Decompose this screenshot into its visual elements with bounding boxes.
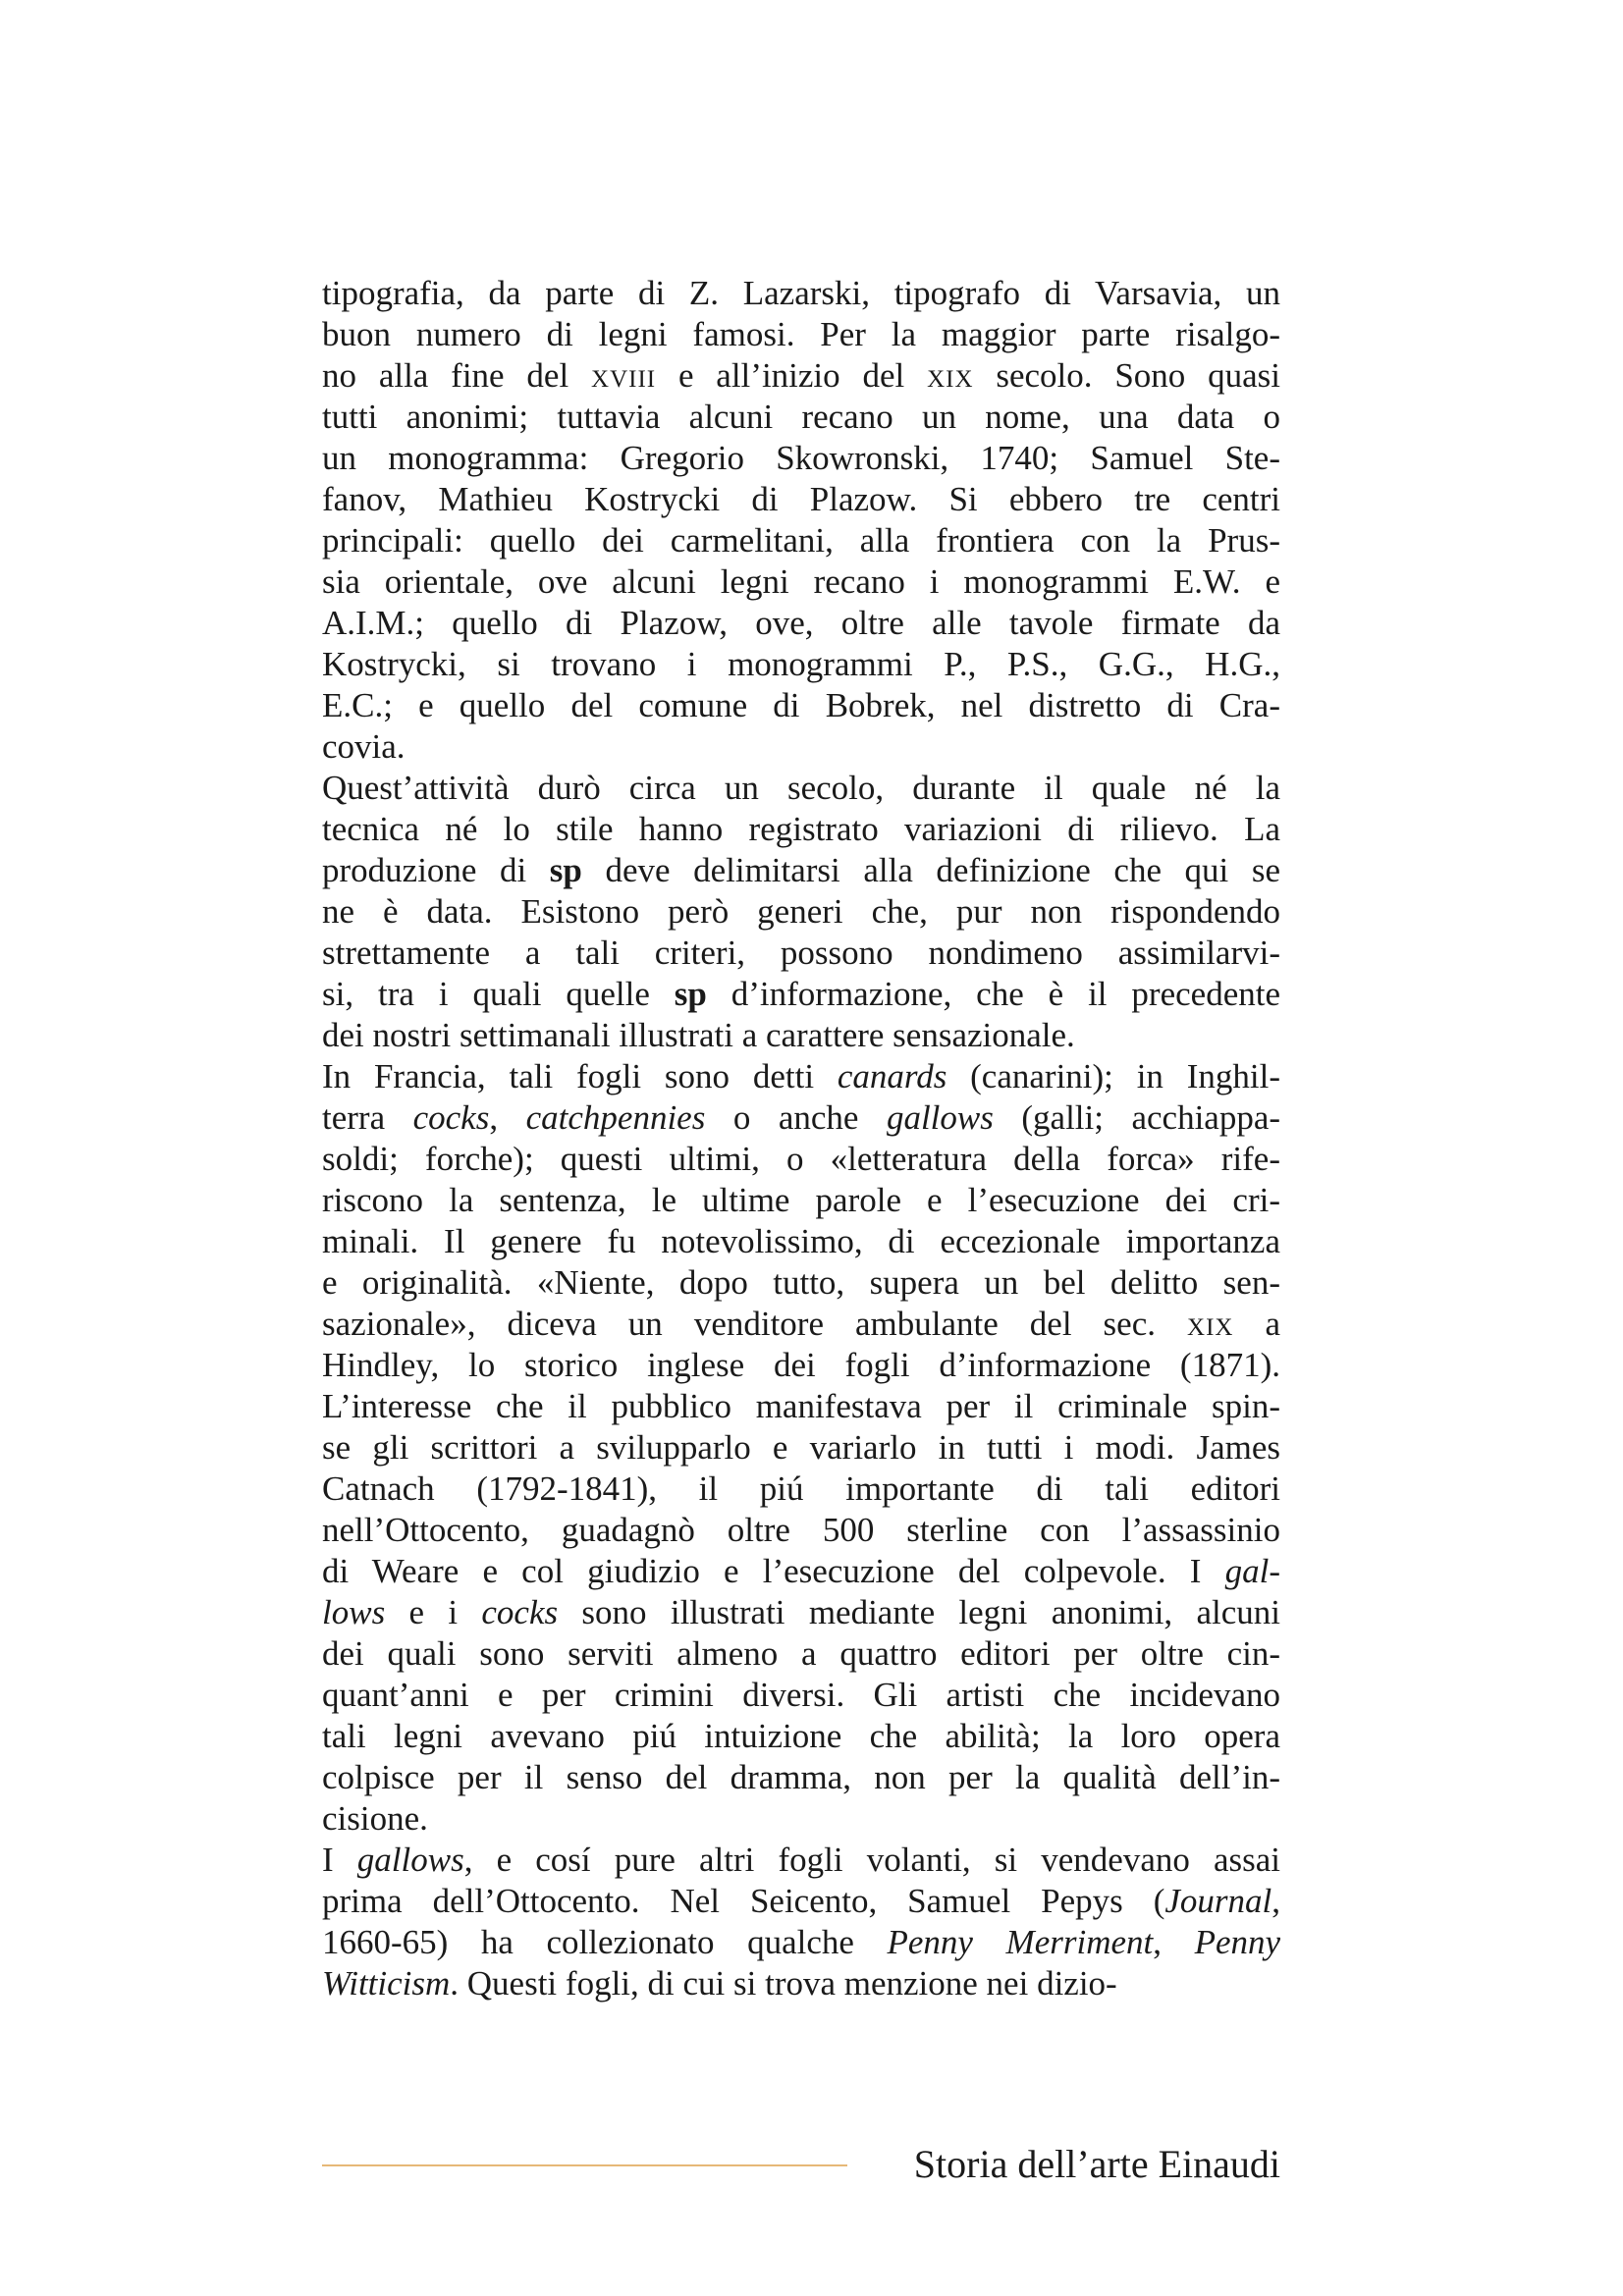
text-run: a	[1233, 1305, 1280, 1343]
text-line	[322, 1427, 1280, 1468]
text-run: dei nostri settimanali illustrati a carattere sensazionale.	[322, 1016, 1075, 1054]
small-caps-numeral: xviii	[591, 356, 657, 395]
text-run: no alla fine del	[322, 356, 592, 395]
text-line	[322, 1139, 1280, 1180]
text-run: covia.	[322, 727, 406, 766]
italic-term: gal-	[1224, 1552, 1280, 1590]
text-line	[322, 1798, 1280, 1840]
italic-term: cocks	[481, 1593, 559, 1631]
text-run: tecnica né lo stile hanno registrato variazioni di rilievo. La	[322, 810, 1280, 848]
text-line	[322, 1675, 1280, 1716]
text-run: dei quali sono serviti almeno a quattro editori per oltre cin-	[322, 1634, 1280, 1673]
text-line	[322, 520, 1280, 561]
text-run: secolo. Sono quasi	[973, 356, 1280, 395]
text-run: se gli scrittori a svilupparlo e variarlo in tutti i modi. James	[322, 1428, 1280, 1467]
text-run: o anche	[705, 1098, 887, 1137]
text-run: sia orientale, ove alcuni legni recano i monogrammi E.W. e	[322, 562, 1280, 601]
text-line	[322, 1221, 1280, 1262]
italic-term: Penny Merriment	[887, 1923, 1154, 1961]
text-line	[322, 809, 1280, 850]
text-line	[322, 726, 1280, 768]
text-line	[322, 644, 1280, 685]
text-line	[322, 685, 1280, 726]
text-line	[322, 1716, 1280, 1757]
text-run: d’informazione, che è il precedente	[706, 975, 1280, 1013]
text-run: ,	[1271, 1882, 1280, 1920]
text-run: sono illustrati mediante legni anonimi, alcuni	[558, 1593, 1280, 1631]
text-line	[322, 974, 1280, 1015]
italic-term: cocks	[412, 1098, 490, 1137]
text-run: tutti anonimi; tuttavia alcuni recano un nome, una data o	[322, 398, 1280, 436]
text-line	[322, 933, 1280, 974]
footer-title: Storia dell’arte Einaudi	[913, 2142, 1280, 2186]
small-caps-numeral: xix	[1187, 1305, 1234, 1343]
text-line	[322, 1056, 1280, 1097]
italic-term: lows	[322, 1593, 386, 1631]
text-line	[322, 768, 1280, 809]
text-line	[322, 603, 1280, 644]
text-line	[322, 850, 1280, 891]
text-run: Kostrycki, si trovano i monogrammi P., P.S., G.G., H.G.,	[322, 645, 1280, 683]
text-line	[322, 355, 1280, 397]
bold-abbreviation: sp	[674, 975, 707, 1013]
text-run: . Questi fogli, di cui si trova menzione nei dizio-	[450, 1964, 1117, 2002]
italic-term: Journal	[1164, 1882, 1272, 1920]
text-line	[322, 891, 1280, 933]
text-line	[322, 1262, 1280, 1304]
text-line	[322, 1180, 1280, 1221]
italic-term: Witticism	[322, 1964, 451, 2002]
italic-term: catchpennies	[525, 1098, 706, 1137]
text-line	[322, 479, 1280, 520]
text-run: sazionale», diceva un venditore ambulante del sec.	[322, 1305, 1188, 1343]
text-run: un monogramma: Gregorio Skowronski, 1740; Samuel Ste-	[322, 439, 1280, 477]
footer-rule	[322, 2164, 847, 2166]
text-run: ,	[1153, 1923, 1195, 1961]
text-run: produzione di	[322, 851, 550, 889]
paragraph	[322, 1056, 1280, 1840]
text-run: e originalità. «Niente, dopo tutto, supera un bel delitto sen-	[322, 1263, 1280, 1302]
text-run: ne è data. Esistono però generi che, pur non rispondendo	[322, 892, 1280, 931]
text-line	[322, 1757, 1280, 1798]
text-run: quant’anni e per crimini diversi. Gli artisti che incidevano	[322, 1676, 1280, 1714]
italic-term: gallows	[356, 1841, 464, 1879]
paragraph	[322, 768, 1280, 1056]
text-run: (canarini); in Inghil-	[947, 1057, 1280, 1095]
text-run: Quest’attività durò circa un secolo, durante il quale né la	[322, 769, 1280, 807]
text-run: tali legni avevano piú intuizione che abilità; la loro opera	[322, 1717, 1280, 1755]
text-line	[322, 1386, 1280, 1427]
text-line	[322, 314, 1280, 355]
text-line	[322, 1963, 1280, 2004]
text-run: tipografia, da parte di Z. Lazarski, tipografo di Varsavia, un	[322, 274, 1280, 312]
italic-term: canards	[837, 1057, 947, 1095]
body-text	[322, 273, 1280, 2004]
small-caps-numeral: xix	[927, 356, 974, 395]
text-run: strettamente a tali criteri, possono nondimeno assimilarvi-	[322, 934, 1280, 972]
text-line	[322, 438, 1280, 479]
text-run: cisione.	[322, 1799, 428, 1838]
text-line	[322, 1015, 1280, 1056]
text-line	[322, 1510, 1280, 1551]
text-run: , e cosí pure altri fogli volanti, si vendevano assai	[463, 1841, 1281, 1879]
text-run: I	[322, 1841, 357, 1879]
text-run: prima dell’Ottocento. Nel Seicento, Samuel Pepys (	[322, 1882, 1165, 1920]
text-run: e all’inizio del	[656, 356, 928, 395]
text-line	[322, 273, 1280, 314]
text-run: (galli; acchiappa-	[993, 1098, 1281, 1137]
paragraph	[322, 273, 1280, 768]
text-line	[322, 1304, 1280, 1345]
text-line	[322, 397, 1280, 438]
text-line	[322, 1097, 1280, 1139]
text-run: di Weare e col giudizio e l’esecuzione del colpevole. I	[322, 1552, 1225, 1590]
text-run: In Francia, tali fogli sono detti	[322, 1057, 838, 1095]
text-line	[322, 1551, 1280, 1592]
text-line	[322, 1592, 1280, 1633]
text-run: nell’Ottocento, guadagnò oltre 500 sterline con l’assassinio	[322, 1511, 1280, 1549]
text-run: si, tra i quali quelle	[322, 975, 675, 1013]
text-run: 1660-65) ha collezionato qualche	[322, 1923, 888, 1961]
text-run: L’interesse che il pubblico manifestava per il criminale spin-	[322, 1387, 1280, 1425]
paragraph	[322, 1840, 1280, 2004]
text-line	[322, 561, 1280, 603]
text-run: ,	[489, 1098, 526, 1137]
text-line	[322, 1633, 1280, 1675]
text-run: e i	[385, 1593, 482, 1631]
text-run: terra	[322, 1098, 413, 1137]
bold-abbreviation: sp	[549, 851, 582, 889]
italic-term: Penny	[1194, 1923, 1281, 1961]
text-line	[322, 1468, 1280, 1510]
text-line	[322, 1840, 1280, 1881]
text-run: minali. Il genere fu notevolissimo, di eccezionale importanza	[322, 1222, 1280, 1260]
text-run: colpisce per il senso del dramma, non per la qualità dell’in-	[322, 1758, 1280, 1796]
text-run: principali: quello dei carmelitani, alla frontiera con la Prus-	[322, 521, 1280, 560]
text-run: riscono la sentenza, le ultime parole e l’esecuzione dei cri-	[322, 1181, 1280, 1219]
text-run: soldi; forche); questi ultimi, o «letteratura della forca» rife-	[322, 1140, 1280, 1178]
text-run: Hindley, lo storico inglese dei fogli d’informazione (1871).	[322, 1346, 1280, 1384]
text-run: fanov, Mathieu Kostrycki di Plazow. Si ebbero tre centri	[322, 480, 1280, 518]
text-line	[322, 1922, 1280, 1963]
text-line	[322, 1881, 1280, 1922]
text-run: A.I.M.; quello di Plazow, ove, oltre alle tavole firmate da	[322, 604, 1280, 642]
text-run: buon numero di legni famosi. Per la maggior parte risalgo-	[322, 315, 1280, 353]
text-run: E.C.; e quello del comune di Bobrek, nel distretto di Cra-	[322, 686, 1280, 724]
text-line	[322, 1345, 1280, 1386]
italic-term: gallows	[886, 1098, 994, 1137]
text-run: deve delimitarsi alla definizione che qui se	[581, 851, 1280, 889]
text-run: Catnach (1792-1841), il piú importante di tali editori	[322, 1469, 1280, 1508]
